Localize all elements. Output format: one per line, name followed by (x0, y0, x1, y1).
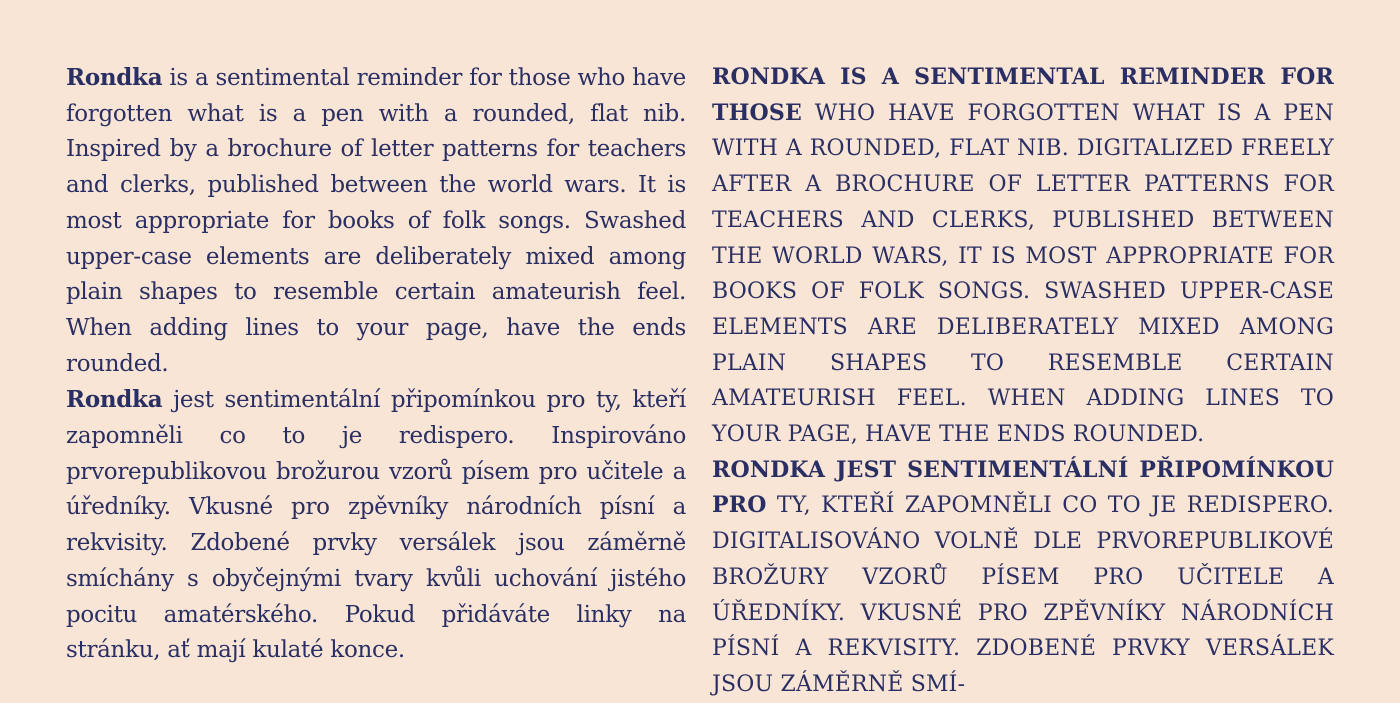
english-uppercase-paragraph (712, 60, 1334, 453)
bold-lead-line: RONDKA JEST SENTIMENTÁLNÍ PŘIPOMÍNKOU PRO (712, 456, 1334, 519)
left-text-column (66, 60, 686, 669)
paragraph-body: WHO HAVE FORGOTTEN WHAT IS A PEN WITH A ROUNDED, FLAT NIB. DIGITALIZED FREELY AFTER A BROCHURE OF LETTER PATTERNS FOR TEACHERS AND CLERKS, PUBLISHED BETWEEN THE WORLD WARS, IT IS MOST APPROPRIATE FOR BOOKS OF FOLK SONGS. SWASHED UPPER-CASE ELEMENTS ARE DELIBERATELY MIXED AMONG PLAIN SHAPES TO RESEMBLE CERTAIN AMATEURISH FEEL. WHEN ADDING LINES TO YOUR PAGE, HAVE THE ENDS ROUNDED. (712, 100, 1334, 448)
font-name: Rondka (66, 386, 163, 414)
paragraph-body: TY, KTEŘÍ ZAPOMNĚLI CO TO JE REDISPERO. DIGITALISOVÁNO VOLNĚ DLE PRVOREPUBLIKOVÉ BROŽURY VZORŮ PÍSEM PRO UČITELE A ÚŘEDNÍKY. VKUSNÉ PRO ZPĚVNÍKY NÁRODNÍCH PÍSNÍ A REKVISITY. ZDOBENÉ PRVKY VERSÁLEK JSOU ZÁMĚRNĚ SMÍ- (712, 493, 1334, 697)
english-paragraph (66, 60, 686, 382)
font-name: Rondka (66, 64, 163, 91)
right-uppercase-column (712, 60, 1334, 703)
paragraph-body: jest sentimentální připomínkou pro ty, kteří zapomněli co to je redispero. Inspirováno prvorepublikovou brožurou vzorů písem pro učitele a úředníky. Vkusné pro zpěvníky národních písní a rekvisity. Zdobené prvky versálek jsou záměrně smíchány s obyčejnými tvary kvůli uchování jistého pocitu amatérského. Pokud přidáváte linky na stránku, ať mají kulaté konce. (66, 387, 686, 664)
bold-lead-line: RONDKA IS A SENTIMENTAL REMINDER FOR THOSE (712, 64, 1334, 126)
paragraph-body: is a sentimental reminder for those who have forgotten what is a pen with a rounded, flat nib. Inspired by a brochure of letter patterns for teachers and clerks, published between the world wars. It is most appropriate for books of folk songs. Swashed upper-case elements are deliberately mixed among plain shapes to resemble certain amateurish feel. When adding lines to your page, have the ends rounded. (66, 65, 686, 377)
czech-uppercase-paragraph (712, 453, 1334, 703)
czech-paragraph (66, 382, 686, 669)
